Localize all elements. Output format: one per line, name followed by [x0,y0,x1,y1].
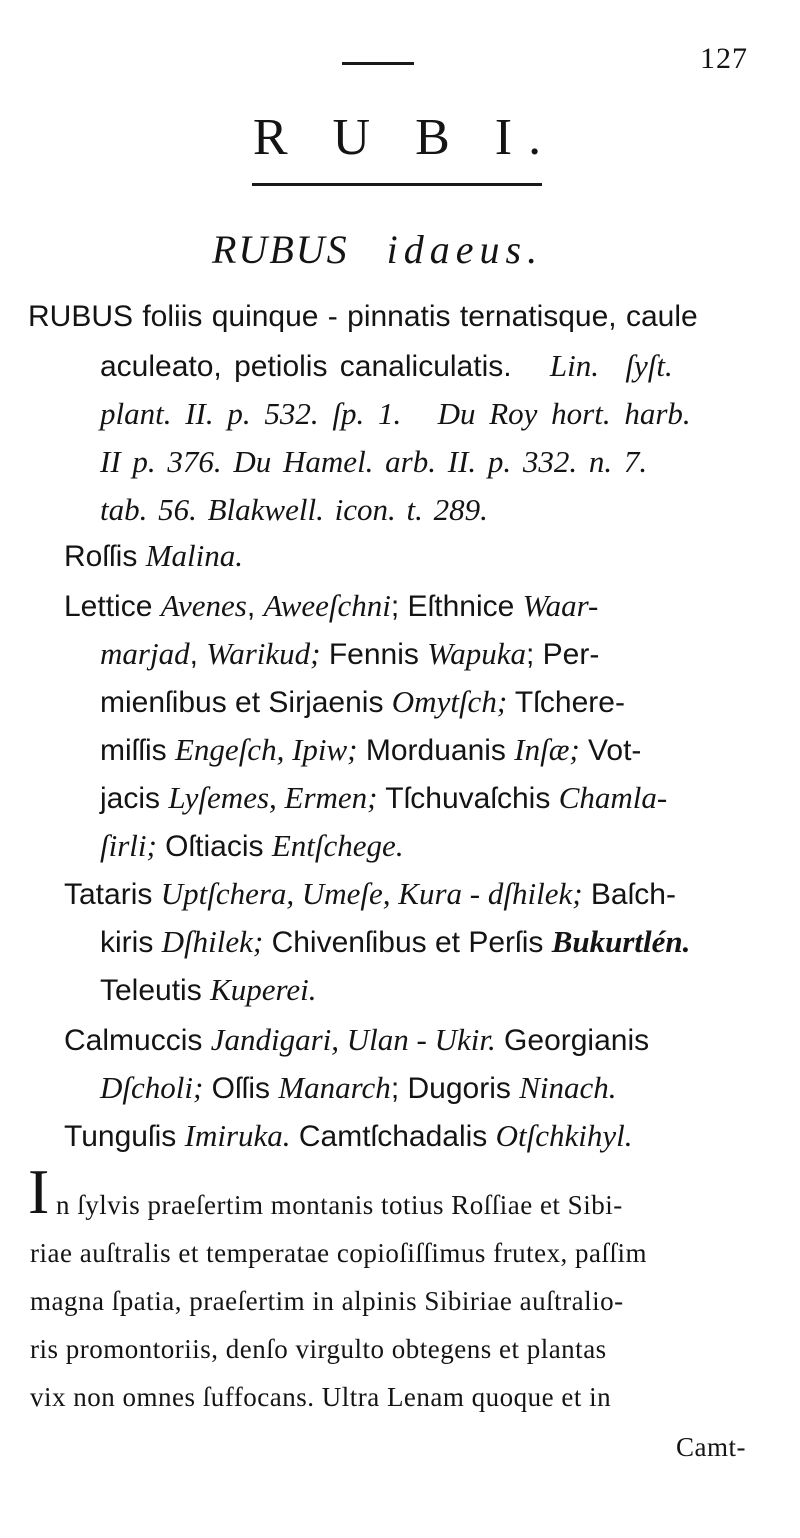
description-line-5: tab. 56. Blakwell. icon. t. 289. [100,492,488,527]
description-line-1: RUBUS foliis quinque - pinnatis ternatisque, caule [28,300,698,333]
prose-line-5: vix non omnes ſuffocans. Ultra Lenam quoque et in [30,1382,612,1412]
names-line-8: Tataris Uptſchera, Umeſe, Kura - dſhilek; Baſch- [64,876,676,911]
species-epithet: idaeus. [386,227,544,272]
prose-line-2: riae auſtralis et temperatae copioſiſſimus frutex, paſſim [30,1238,648,1268]
names-line-6: jacis Lyſemes, Ermen; Tſchuvaſchis Chamla- [100,780,668,815]
names-line-13: Tunguſis Imiruka. Camtſchadalis Otſchkihyl. [64,1118,633,1153]
prose-line-4: ris promontoriis, denſo virgulto obtegens et plantas [30,1334,607,1364]
names-line-10: Teleutis Kuperei. [100,972,317,1007]
names-line-3: marjad, Warikud; Fennis Wapuka; Per- [100,636,600,671]
species-heading [212,226,543,273]
names-line-9: kiris Dſhilek; Chivenſibus et Perſis Bukurtlén. [100,924,691,959]
title-rule [252,183,542,186]
description-line-2: aculeato, petiolis canaliculatis. Lin. ſyſt. [100,348,673,383]
catchword: Camt- [676,1432,746,1462]
names-line-7: ſirli; Oſtiacis Entſchege. [100,828,404,863]
drop-cap: I [28,1156,50,1227]
description-line-4: II p. 376. Du Hamel. arb. II. p. 332. n. 7. [100,444,648,479]
top-rule [342,62,414,65]
description-line-3: plant. II. p. 532. ſp. 1. Du Roy hort. harb. [100,396,691,431]
prose-line-3: magna ſpatia, praeſertim in alpinis Sibiriae auſtralio- [30,1286,624,1316]
species-genus: RUBUS [212,227,349,272]
names-line-5: miſſis Engeſch, Ipiw; Morduanis Inſæ; Vot- [100,732,642,767]
prose-line-1: n ſylvis praeſertim montanis totius Roſſiae et Sibi- [56,1190,623,1220]
names-line-2: Lettice Avenes, Aweeſchni; Eſthnice Waar- [64,588,599,623]
names-line-12: Dſcholi; Oſſis Manarch; Dugoris Ninach. [100,1070,617,1105]
section-title: R U B I. [252,109,558,166]
names-line-11: Calmuccis Jandigari, Ulan - Ukir. Georgianis [64,1022,650,1057]
names-line-4: mienſibus et Sirjaenis Omytſch; Tſchere- [100,684,625,719]
page-number: 127 [700,42,748,75]
names-line-1: Roſſis Malina. [64,538,243,573]
